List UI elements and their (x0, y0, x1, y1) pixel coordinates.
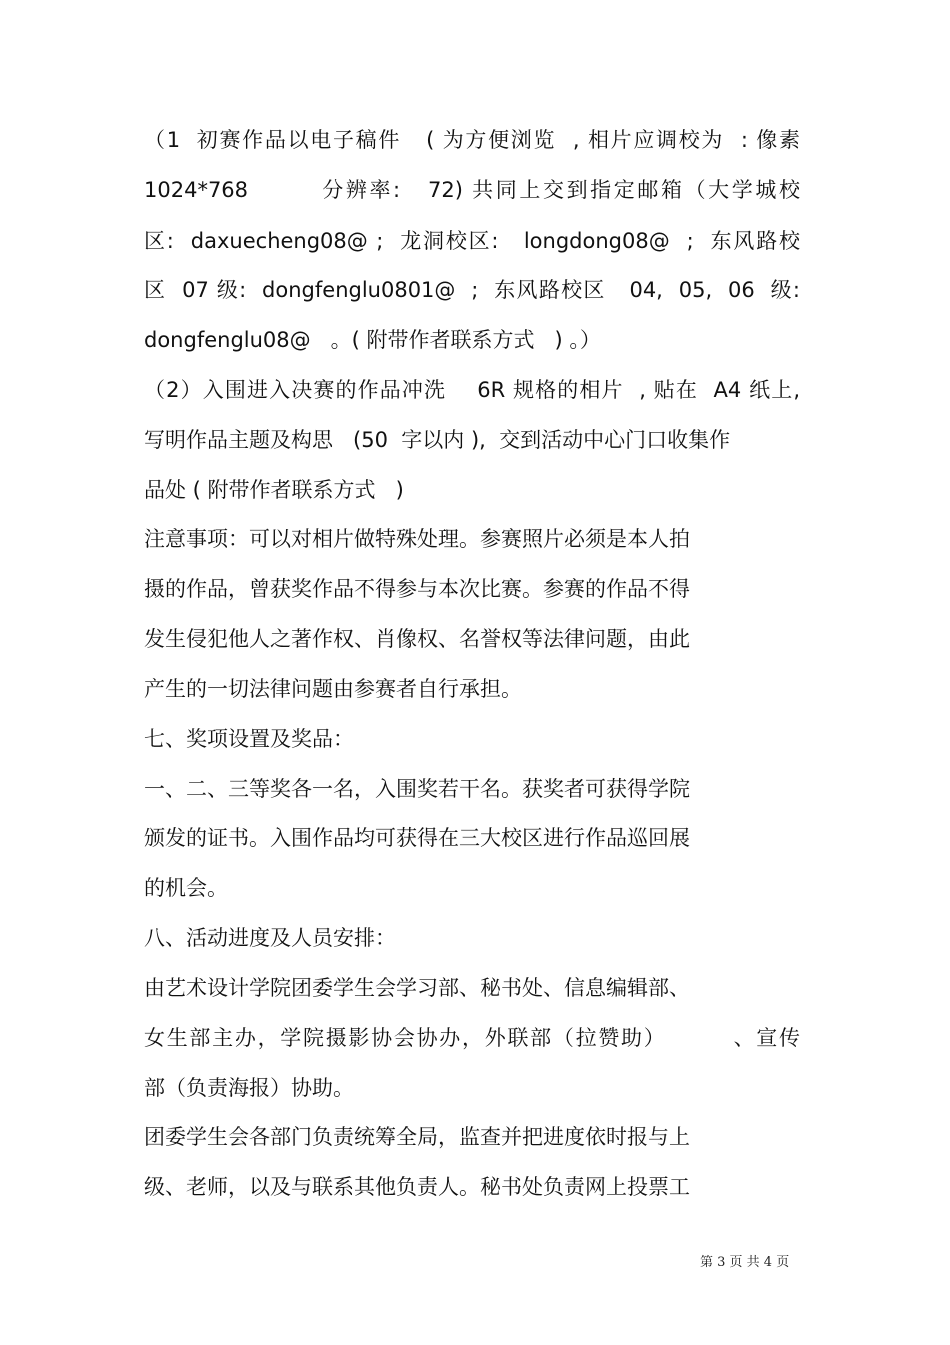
text-line-18: 由艺术设计学院团委学生会学习部、秘书处、信息编辑部、 (144, 976, 690, 1000)
text-line-16: 的机会。 (144, 876, 228, 900)
text-line-3: 区: daxuecheng08@ ; 龙洞校区: longdong08@ ; 东风路校 (144, 229, 800, 253)
text-line-10: 摄的作品，曾获奖作品不得参与本次比赛。参赛的作品不得 (144, 577, 690, 601)
text-line-1: （1 初赛作品以电子稿件 ( 为方便浏览 , 相片应调校为 : 像素 (144, 128, 800, 152)
text-line-2: 1024*768 分辨率: 72) 共同上交到指定邮箱（大学城校 (144, 178, 800, 202)
section-heading-awards: 七、奖项设置及奖品： (144, 727, 354, 751)
text-line-5: dongfenglu08@ 。( 附带作者联系方式 ) 。） (144, 328, 601, 352)
page-number-footer: 第 3 页 共 4 页 (700, 1255, 790, 1270)
text-line-14: 一、二、三等奖各一名，入围奖若干名。获奖者可获得学院 (144, 777, 690, 801)
text-line-21: 团委学生会各部门负责统筹全局，监查并把进度依时报与上 (144, 1125, 690, 1149)
text-line-9: 注意事项：可以对相片做特殊处理。参赛照片必须是本人拍 (144, 527, 690, 551)
text-line-6: （2）入围进入决赛的作品冲洗 6R 规格的相片 , 贴在 A4 纸上, (144, 378, 800, 402)
section-heading-schedule: 八、活动进度及人员安排： (144, 926, 396, 950)
text-line-11: 发生侵犯他人之著作权、肖像权、名誉权等法律问题，由此 (144, 627, 690, 651)
text-line-19: 女生部主办，学院摄影协会协办，外联部（拉赞助） 、宣传 (144, 1026, 800, 1050)
text-line-22: 级、老师，以及与联系其他负责人。秘书处负责网上投票工 (144, 1175, 690, 1199)
text-line-20: 部（负责海报）协助。 (144, 1076, 354, 1100)
text-line-8: 品处 ( 附带作者联系方式 ) (144, 478, 404, 502)
text-line-7: 写明作品主题及构思 (50 字以内 ), 交到活动中心门口收集作 (144, 428, 731, 452)
text-line-15: 颁发的证书。入围作品均可获得在三大校区进行作品巡回展 (144, 826, 690, 850)
text-line-4: 区 07 级: dongfenglu0801@ ; 东风路校区 04, 05, 06 级: (144, 278, 800, 302)
text-line-12: 产生的一切法律问题由参赛者自行承担。 (144, 677, 522, 701)
